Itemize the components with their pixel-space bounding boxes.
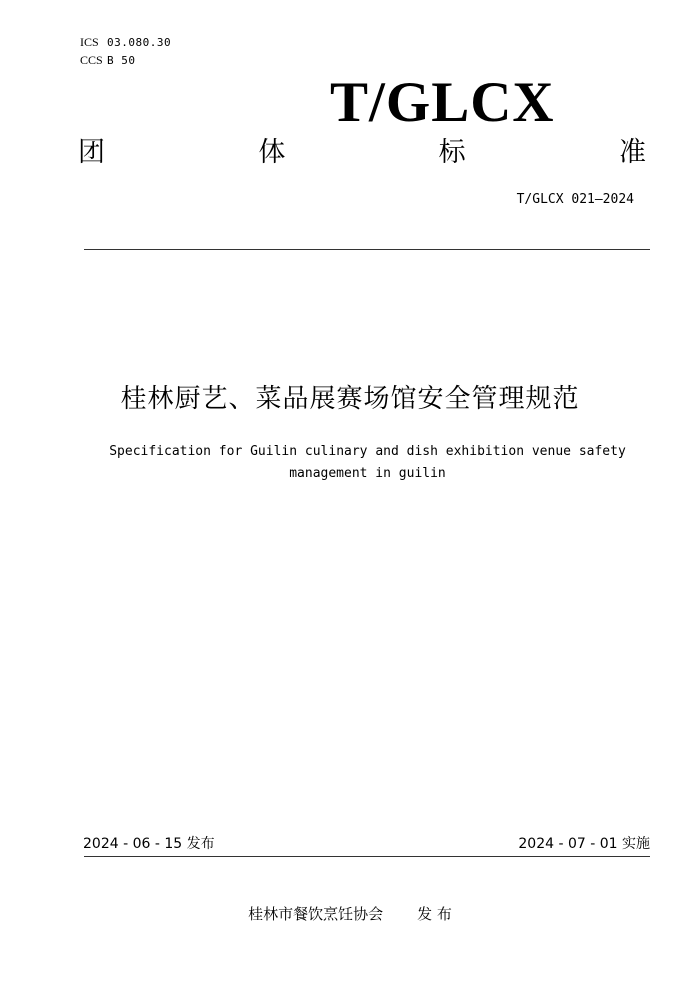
category-char-4: 准: [618, 137, 646, 168]
standard-category: [78, 136, 646, 170]
standard-number: T/GLCX 021—2024: [516, 192, 634, 207]
english-title-line-2: management in guilin: [289, 466, 446, 481]
ccs-code: [80, 53, 136, 68]
ics-value: 03.080.30: [107, 36, 172, 49]
issue-date: 2024 - 06 - 15 发布: [83, 836, 215, 852]
footer-divider: [84, 856, 650, 857]
ccs-value: B 50: [107, 54, 136, 67]
document-title-english: [85, 441, 650, 485]
ics-label: ICS: [80, 35, 99, 49]
category-char-1: 团: [78, 137, 105, 168]
header-divider: [84, 249, 650, 250]
publish-word: 发 布: [417, 905, 452, 923]
publisher-line: [0, 903, 700, 925]
category-char-3: 标: [438, 137, 466, 168]
document-title-chinese: 桂林厨艺、菜品展赛场馆安全管理规范: [120, 384, 580, 414]
category-char-2: 体: [258, 137, 286, 168]
ics-code: [80, 35, 171, 50]
ccs-label: CCS: [80, 53, 103, 67]
english-title-line-1: Specification for Guilin culinary and dish exhibition venue safety: [109, 444, 626, 459]
publisher-name: 桂林市餐饮烹饪协会: [248, 905, 384, 923]
implementation-date: 2024 - 07 - 01 实施: [518, 836, 650, 852]
organization-code-logo: T/GLCX: [330, 71, 555, 134]
